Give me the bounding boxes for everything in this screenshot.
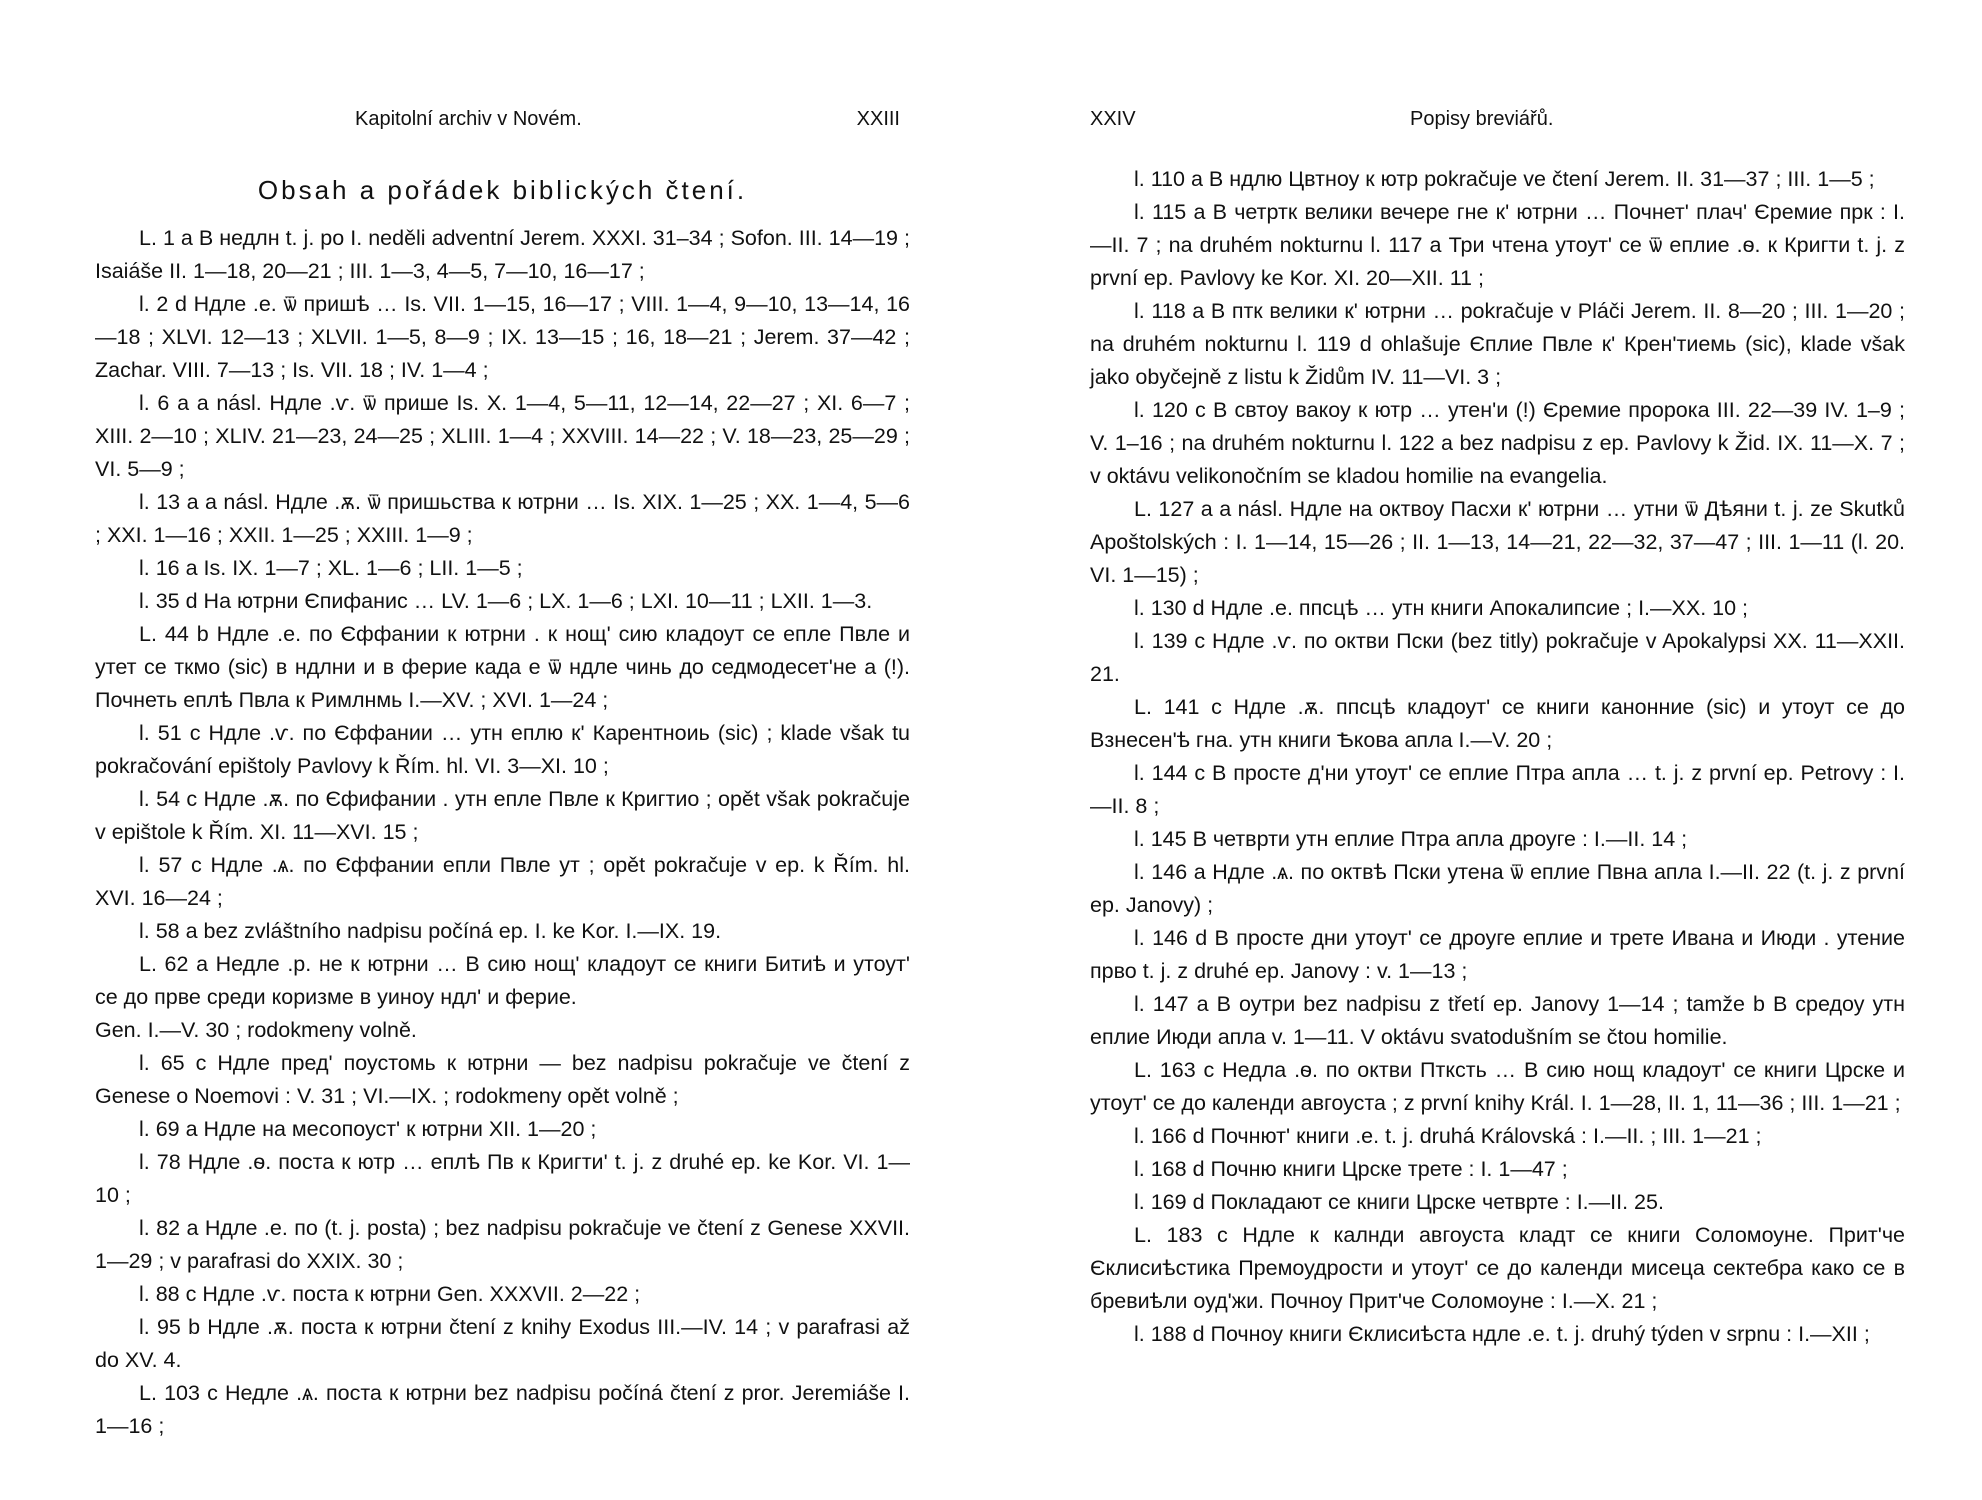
paragraph: l. 69 a Ндле на месопоуст' к ютрни XII. 1—20 ; xyxy=(139,1117,597,1141)
paragraph: l. 168 d Почню книги Црске трете : I. 1—47 ; xyxy=(1134,1157,1568,1181)
paragraph: l. 120 c В свтоу вакоу к ютр … утен'и (!) Єремие пророка III. 22—39 IV. 1–9 ; V. 1–16 ; na druhém nokturnu l. 122 a bez nadpisu z ep. Pavlovy k Žid. IX. 11—X. 7 ; v oktávu velikonočním se kladou homilie na evangelia. xyxy=(1090,398,1905,488)
paragraph: l. 57 c Ндле .ѧ. по Єффании епли Пвле ут ; opět pokračuje v ep. k Řím. hl. XVI. 16—24 ; xyxy=(95,853,910,910)
paragraph: l. 95 b Ндле .ѫ. поста к ютрни čtení z knihy Exodus III.—IV. 14 ; v parafrasi až do XV. 4. xyxy=(95,1315,910,1372)
paragraph: l. 118 a В птк велики к' ютрни … pokračuje v Pláči Jerem. II. 8—20 ; III. 1—20 ; na druhém nokturnu l. 119 d ohlašuje Єплие Пвле к' Крен'тиемь (sic), klade však jako obyčejně z listu k Židům IV. 11—VI. 3 ; xyxy=(1090,299,1905,389)
paragraph: l. 6 a a násl. Ндле .ѵ. ѿ пришe Is. X. 1—4, 5—11, 12—14, 22—27 ; XI. 6—7 ; XIII. 2—10 ; XLIV. 21—23, 24—25 ; XLIII. 1—4 ; XXVIII. 14—22 ; V. 18—23, 25—29 ; VI. 5—9 ; xyxy=(95,391,910,481)
paragraph: l. 139 c Ндле .ѵ. по октви Пски (bez titly) pokračuje v Apokalypsi XX. 11—XXII. 21. xyxy=(1090,629,1905,686)
paragraph: l. 130 d Ндле .е. ппсцѣ … утн книги Апокалипсие ; I.—XX. 10 ; xyxy=(1134,596,1748,620)
paragraph: l. 51 c Ндле .ѵ. по Єффании … утн еплю к' Карентноиь (sic) ; klade však tu pokračování epištoly Pavlovy k Řím. hl. VI. 3—XI. 10 ; xyxy=(95,721,910,778)
paragraph: l. 144 c В просте д'ни утоут' се еплие Птра апла … t. j. z první ep. Petrovy : I.—II. 8 ; xyxy=(1090,761,1905,818)
left-running-head xyxy=(95,108,910,136)
paragraph: l. 115 a В четртк велики вечере гне к' ютрни … Почнет' плач' Єремие прк : I.—II. 7 ; na druhém nokturnu l. 117 a Три чтена утоут' се ѿ еплие .ѳ. к Кригти t. j. z první ep. Pavlovy ke Kor. XI. 20—XII. 11 ; xyxy=(1090,200,1905,290)
left-page-number: XXIII xyxy=(856,108,900,130)
paragraph: l. 146 a Ндле .ѧ. по октвѣ Пски утена ѿ еплие Пвна апла I.—II. 22 (t. j. z první ep. Janovy) ; xyxy=(1090,860,1905,917)
right-page xyxy=(1090,0,1905,1500)
paragraph: l. 147 a В оутри bez nadpisu z třetí ep. Janovy 1—14 ; tamže b В средоу утн еплие Июди апла v. 1—11. V oktávu svatodušním se čtou homilie. xyxy=(1090,992,1905,1049)
paragraph: l. 166 d Почнют' книги .е. t. j. druhá Královská : I.—II. ; III. 1—21 ; xyxy=(1134,1124,1762,1148)
paragraph: l. 35 d На ютрни Єпифанис … LV. 1—6 ; LX. 1—6 ; LXI. 10—11 ; LXII. 1—3. xyxy=(139,589,873,613)
paragraph: l. 78 Ндле .ѳ. поста к ютр … еплѣ Пв к Кригти' t. j. z druhé ep. ke Kor. VI. 1—10 ; xyxy=(95,1150,910,1207)
paragraph: l. 145 В четврти утн еплие Птра апла дроуге : I.—II. 14 ; xyxy=(1134,827,1688,851)
paragraph: l. 58 a bez zvláštního nadpisu počíná ep. I. ke Kor. I.—IX. 19. xyxy=(139,919,722,943)
left-page xyxy=(95,0,910,1500)
paragraph: L. 141 c Ндле .ѫ. ппсцѣ кладоут' се книги канонние (sic) и утоут се до Взнесен'ѣ гна. утн книги Ѣкова апла I.—V. 20 ; xyxy=(1090,695,1905,752)
paragraph: l. 110 a В ндлю Цвтноу к ютр pokračuje ve čtení Jerem. II. 31—37 ; III. 1—5 ; xyxy=(1134,167,1875,191)
right-running-head xyxy=(1090,108,1905,136)
paragraph: l. 82 a Ндле .е. по (t. j. posta) ; bez nadpisu pokračuje ve čtení z Genese XXVII. 1—29 ; v parafrasi do XXIX. 30 ; xyxy=(95,1216,910,1273)
paragraph: l. 13 a a násl. Ндле .ѫ. ѿ пришьства к ютрни … Is. XIX. 1—25 ; XX. 1—4, 5—6 ; XXI. 1—16 ; XXII. 1—25 ; XXIII. 1—9 ; xyxy=(95,490,910,547)
paragraph: L. 163 c Недла .ѳ. по октви Птксть … В сию нощ кладоут' се книги Црске и утоут' се до календи авгоуста ; z první knihy Král. I. 1—28, II. 1, 11—36 ; III. 1—21 ; xyxy=(1090,1058,1905,1115)
paragraph: l. 16 a Is. IX. 1—7 ; XL. 1—6 ; LII. 1—5 ; xyxy=(139,556,523,580)
right-header-title: Popisy breviářů. xyxy=(1410,108,1554,130)
paragraph: L. 1 a В недлн t. j. po I. neděli adventní Jerem. XXXI. 31–34 ; Sofon. III. 14—19 ; Isaiáše II. 1—18, 20—21 ; III. 1—3, 4—5, 7—10, 16—17 ; xyxy=(95,226,910,283)
paragraph: L. 62 a Недле .р. не к ютрни … В сию нощ' кладоут се книги Битиѣ и утоут' се до прве среди коризме в уиноу ндл' и ферие. xyxy=(95,952,910,1009)
paragraph: L. 127 a a násl. Ндле на октвоу Пасхи к' ютрни … утни ѿ Дѣяни t. j. ze Skutků Apoštolských : I. 1—14, 15—26 ; II. 1—13, 14—21, 22—32, 37—47 ; III. 1—11 (l. 20. VI. 1—15) ; xyxy=(1090,497,1905,587)
paragraph: Gen. I.—V. 30 ; rodokmeny volně. xyxy=(95,1018,417,1042)
paragraph: L. 44 b Ндле .е. по Єффании к ютрни . к нощ' сию кладоут се епле Пвле и утет се ткмо (sic) в ндлни и в ферие када е ѿ ндле чинь до седмодесет'не а (!). Почнеть еплѣ Пвла к Римлнмь I.—XV. ; XVI. 1—24 ; xyxy=(95,622,910,712)
right-page-body xyxy=(1090,163,1905,1351)
paragraph: l. 54 c Ндле .ѫ. по Єфифании . утн еплe Пвле к Кригтио ; opět však pokračuje v epištole k Řím. XI. 11—XVI. 15 ; xyxy=(95,787,910,844)
paragraph: l. 146 d В просте дни утоут' се дроуге еплие и трете Ивана и Июди . утение прво t. j. z druhé ep. Janovy : v. 1—13 ; xyxy=(1090,926,1905,983)
paragraph: l. 188 d Почноу книги Єклисиѣста ндле .е. t. j. druhý týden v srpnu : I.—XII ; xyxy=(1134,1322,1870,1346)
paragraph: L. 103 c Недле .ѧ. поста к ютрни bez nadpisu počíná čtení z pror. Jeremiáše I. 1—16 ; xyxy=(95,1381,910,1438)
paragraph: l. 88 c Ндле .ѵ. поста к ютрни Gen. XXXVII. 2—22 ; xyxy=(139,1282,641,1306)
paragraph: l. 169 d Покладают се книги Црске четврте : I.—II. 25. xyxy=(1134,1190,1664,1214)
left-page-body xyxy=(95,222,910,1443)
right-page-number: XXIV xyxy=(1090,108,1136,130)
paragraph: l. 65 c Ндле пред' поустомь к ютрни — bez nadpisu pokračuje ve čtení z Genese o Noemovi : V. 31 ; VI.—IX. ; rodokmeny opět volně ; xyxy=(95,1051,910,1108)
paragraph: L. 183 c Ндле к калнди авгоуста кладт се книги Соломоуне. Прит'че Єклисиѣстика Премоудрости и утоут' се до календи мисеца сектебра како се в бревиѣли оуд'жи. Почноу Прит'че Соломоуне : I.—X. 21 ; xyxy=(1090,1223,1905,1313)
left-header-title: Kapitolní archiv v Novém. xyxy=(355,108,582,130)
section-title: Obsah a pořádek biblických čtení. xyxy=(257,175,748,205)
paragraph: l. 2 d Ндле .е. ѿ пришѣ … Is. VII. 1—15, 16—17 ; VIII. 1—4, 9—10, 13—14, 16—18 ; XLVI. 12—13 ; XLVII. 1—5, 8—9 ; IX. 13—15 ; 16, 18—21 ; Jerem. 37—42 ; Zachar. VIII. 7—13 ; Is. VII. 18 ; IV. 1—4 ; xyxy=(95,292,910,382)
